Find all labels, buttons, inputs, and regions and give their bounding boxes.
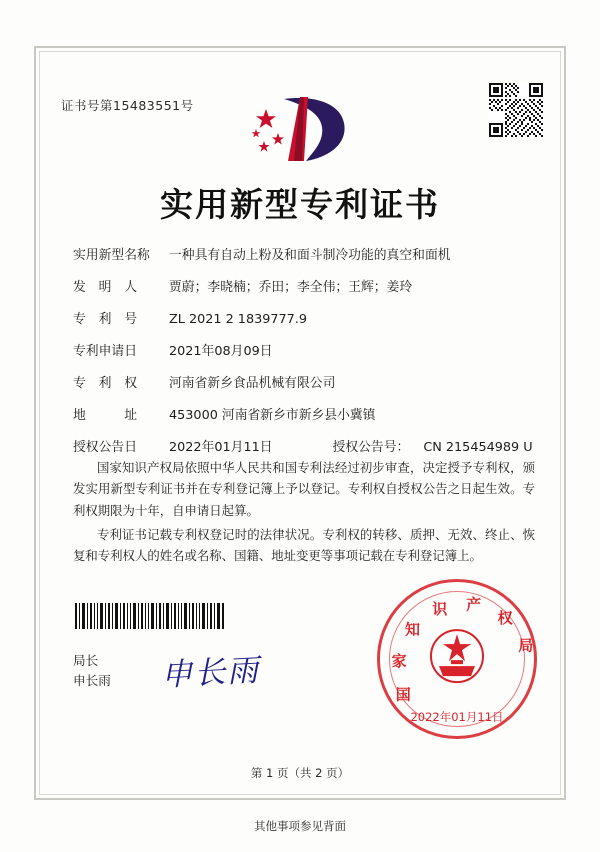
signatory-block xyxy=(73,651,111,691)
handwritten-signature: 申长雨 xyxy=(160,652,262,694)
field-label: 专 利 号 xyxy=(73,312,137,328)
barcode-icon xyxy=(75,603,225,629)
field-row xyxy=(73,375,535,394)
seal-text-ring: 国 家 知 识 产 权 局 xyxy=(391,595,534,704)
qr-code-icon xyxy=(489,83,543,137)
cnipa-logo-icon xyxy=(244,91,356,169)
field-list xyxy=(73,247,535,471)
field-row xyxy=(73,343,535,362)
grant-number-value: CN 215454989 U xyxy=(423,440,533,456)
signatory-name: 申长雨 xyxy=(73,673,111,689)
grant-number-label: 授权公告号： xyxy=(332,440,410,456)
field-value: ZL 2021 2 1839777.9 xyxy=(169,312,308,328)
field-value: 河南省新乡食品机械有限公司 xyxy=(169,376,336,392)
official-seal xyxy=(377,579,537,739)
field-row xyxy=(73,247,535,266)
field-value: 贾蔚；李晓楠；乔田；李全伟；王辉；姜玲 xyxy=(169,280,413,296)
field-label: 专利申请日 xyxy=(73,344,137,360)
field-row xyxy=(73,279,535,298)
grant-row xyxy=(73,439,535,458)
field-row xyxy=(73,407,535,426)
certificate-number: 证书号第15483551号 xyxy=(61,98,194,113)
field-value: 2021年08月09日 xyxy=(169,344,273,360)
bottom-note: 其他事项参见背面 xyxy=(254,819,346,833)
field-value: 453000 河南省新乡市新乡县小冀镇 xyxy=(169,408,376,424)
field-row xyxy=(73,311,535,330)
seal-date: 2022年01月11日 xyxy=(410,710,504,724)
field-label: 专 利 权 xyxy=(73,376,137,392)
field-label: 地 址 xyxy=(73,408,137,424)
field-value: 一种具有自动上粉及和面斗制冷功能的真空和面机 xyxy=(169,248,451,263)
certificate-content xyxy=(39,51,561,795)
legal-text xyxy=(73,457,535,570)
signatory-role: 局长 xyxy=(73,653,99,668)
legal-paragraph: 专利证书记载专利权登记时的法律状况。专利权的转移、质押、无效、终止、恢复和专利权人的姓名或名称、国籍、地址变更等事项记载在专利登记簿上。 xyxy=(73,526,535,564)
national-emblem-icon xyxy=(421,620,493,692)
grant-date-value: 2022年01月11日 xyxy=(169,440,273,456)
legal-paragraph: 国家知识产权局依照中华人民共和国专利法经过初步审查，决定授予专利权，颁发实用新型专利证书并在专利登记簿上予以登记。专利权自授权公告之日起生效。专利权期限为十年，自申请日起算。 xyxy=(73,460,535,518)
field-label: 实用新型名称 xyxy=(73,248,150,263)
page-title: 实用新型专利证书 xyxy=(160,185,440,224)
field-label: 发 明 人 xyxy=(73,280,137,296)
page-number: 第 1 页（共 2 页） xyxy=(250,766,350,780)
grant-date-label: 授权公告日 xyxy=(73,440,137,456)
